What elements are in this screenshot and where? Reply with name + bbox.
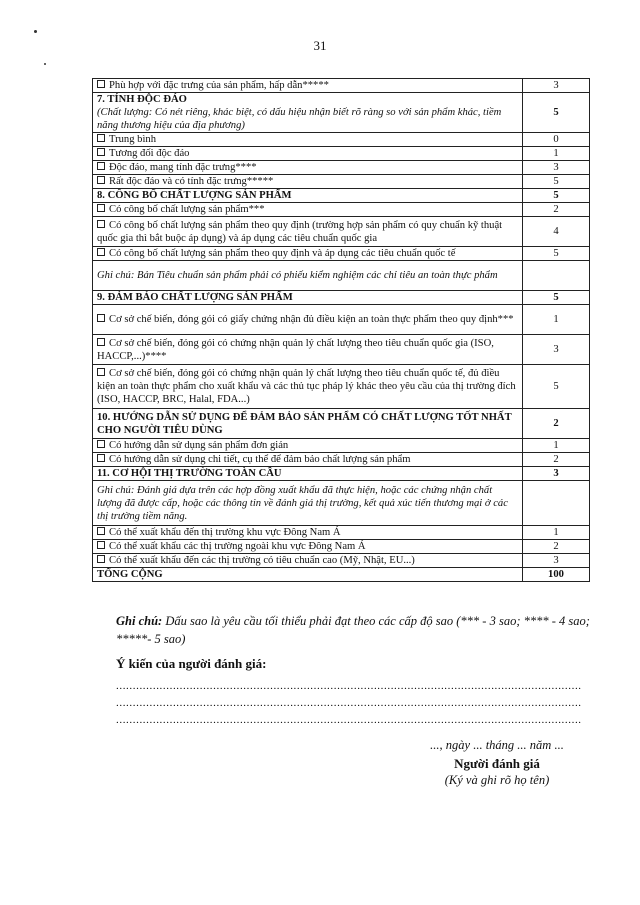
criteria-cell	[93, 291, 523, 305]
note-text: Ghi chú: Đánh giá dựa trên các hợp đồng xuất khẩu đã thực hiện, hoặc các chứng nhận chất lượng đã được cấp, hoặc các thông tin về đánh giá thị trường, kết quả xúc tiến thương mại ở các thị trường tiềm năng.	[97, 484, 508, 522]
checkbox-icon	[97, 134, 105, 142]
criteria-row	[93, 133, 590, 147]
criteria-row	[93, 453, 590, 467]
score-cell: 5	[523, 291, 590, 305]
criteria-cell	[93, 554, 523, 568]
criteria-label: 8. CÔNG BỐ CHẤT LƯỢNG SẢN PHẨM	[97, 190, 292, 201]
criteria-row	[93, 247, 590, 261]
score-cell: 2	[523, 409, 590, 439]
scan-speck	[34, 30, 37, 33]
criteria-row	[93, 217, 590, 247]
criteria-cell	[93, 93, 523, 133]
score-cell: 3	[523, 161, 590, 175]
score-cell: 1	[523, 305, 590, 335]
criteria-row	[93, 526, 590, 540]
criteria-cell	[93, 568, 523, 582]
criteria-cell	[93, 526, 523, 540]
checkbox-icon	[97, 248, 105, 256]
criteria-label: Phù hợp với đặc trưng của sản phẩm, hấp dẫn*****	[109, 80, 329, 91]
criteria-row	[93, 540, 590, 554]
score-cell: 100	[523, 568, 590, 582]
score-cell: 4	[523, 217, 590, 247]
opinion-line-2: ...........................................................................................................................................	[116, 697, 582, 709]
criteria-label: TỔNG CỘNG	[97, 569, 163, 580]
score-cell: 1	[523, 526, 590, 540]
criteria-label: Độc đáo, mang tính đặc trưng****	[109, 162, 257, 173]
criteria-row	[93, 305, 590, 335]
criteria-label: Có công bố chất lượng sản phẩm theo quy định và áp dụng các tiêu chuẩn quốc tế	[109, 248, 456, 259]
score-cell: 2	[523, 453, 590, 467]
criteria-row	[93, 554, 590, 568]
score-cell: 3	[523, 554, 590, 568]
score-cell: 3	[523, 79, 590, 93]
score-cell	[523, 481, 590, 526]
checkbox-icon	[97, 80, 105, 88]
opinion-line-1: ...........................................................................................................................................	[116, 680, 582, 692]
section-row	[93, 409, 590, 439]
criteria-label: Có hướng dẫn sử dụng chi tiết, cụ thể để đảm bảo chất lượng sản phẩm	[109, 454, 411, 465]
criteria-label: Có thể xuất khẩu đến các thị trường có tiêu chuẩn cao (Mỹ, Nhật, EU...)	[109, 555, 415, 566]
criteria-cell	[93, 365, 523, 409]
checkbox-icon	[97, 541, 105, 549]
criteria-row	[93, 147, 590, 161]
scan-speck	[44, 63, 46, 65]
footnote-label: Ghi chú:	[116, 614, 163, 628]
criteria-cell	[93, 133, 523, 147]
criteria-cell	[93, 147, 523, 161]
checkbox-icon	[97, 338, 105, 346]
criteria-label: 9. ĐẢM BẢO CHẤT LƯỢNG SẢN PHẨM	[97, 292, 293, 303]
score-cell: 0	[523, 133, 590, 147]
scoring-table	[92, 78, 590, 582]
score-cell: 5	[523, 175, 590, 189]
criteria-row	[93, 79, 590, 93]
criteria-cell	[93, 467, 523, 481]
criteria-row	[93, 203, 590, 217]
criteria-label: Có thể xuất khẩu các thị trường ngoài khu vực Đông Nam Á	[109, 541, 366, 552]
criteria-label: Cơ sở chế biến, đóng gói có chứng nhận quản lý chất lượng theo tiêu chuẩn quốc gia (ISO, HACCP,...)****	[97, 337, 494, 362]
criteria-cell	[93, 481, 523, 526]
section-row	[93, 93, 590, 133]
criteria-row	[93, 365, 590, 409]
checkbox-icon	[97, 368, 105, 376]
criteria-cell	[93, 79, 523, 93]
section-row	[93, 467, 590, 481]
criteria-label: Trung bình	[109, 134, 156, 145]
criteria-label: Có hướng dẫn sử dụng sản phẩm đơn giản	[109, 440, 289, 451]
score-cell: 5	[523, 189, 590, 203]
footnote	[116, 612, 594, 648]
criteria-label: Cơ sở chế biến, đóng gói có giấy chứng nhận đủ điều kiện an toàn thực phẩm theo quy định***	[109, 314, 514, 325]
criteria-cell	[93, 305, 523, 335]
criteria-row	[93, 439, 590, 453]
criteria-cell	[93, 217, 523, 247]
note-row	[93, 481, 590, 526]
criteria-cell	[93, 161, 523, 175]
score-cell: 5	[523, 365, 590, 409]
checkbox-icon	[97, 314, 105, 322]
checkbox-icon	[97, 440, 105, 448]
section-note: (Chất lượng: Có nét riêng, khác biệt, có dấu hiệu nhận biết rõ ràng so với sản phẩm khác, tiềm năng thương hiệu của địa phương)	[97, 107, 502, 131]
criteria-row	[93, 175, 590, 189]
criteria-label: Có công bố chất lượng sản phẩm theo quy định (trường hợp sản phẩm có quy chuẩn kỹ thuật quốc gia thì bắt buộc áp dụng) và áp dụng các tiêu chuẩn quốc gia	[97, 219, 503, 244]
criteria-label: 7. TÍNH ĐỘC ĐÁO	[97, 94, 187, 105]
criteria-cell	[93, 175, 523, 189]
opinion-line-3: ...........................................................................................................................................	[116, 714, 582, 726]
criteria-label: Rất độc đáo và có tính đặc trưng*****	[109, 176, 274, 187]
checkbox-icon	[97, 454, 105, 462]
score-cell: 2	[523, 540, 590, 554]
criteria-cell	[93, 540, 523, 554]
criteria-cell	[93, 409, 523, 439]
score-cell: 3	[523, 467, 590, 481]
checkbox-icon	[97, 176, 105, 184]
criteria-label: Cơ sở chế biến, đóng gói có chứng nhận quản lý chất lượng theo tiêu chuẩn quốc tế, đủ điều kiện an toàn thực phẩm cho xuất khẩu và các thủ tục pháp lý khác theo yêu cầu của thị trường đích (ISO, HACCP, BRC, Halal, FDA...)	[97, 368, 516, 405]
footnote-text: Dấu sao là yêu cầu tối thiểu phải đạt theo các cấp độ sao (*** - 3 sao; **** - 4 sao; *****- 5 sao)	[116, 614, 590, 646]
score-cell: 5	[523, 247, 590, 261]
sign-hint: (Ký và ghi rõ họ tên)	[444, 773, 550, 787]
section-row	[93, 291, 590, 305]
opinion-title: Ý kiến của người đánh giá:	[116, 656, 267, 671]
criteria-label: 11. CƠ HỘI THỊ TRƯỜNG TOÀN CẦU	[97, 468, 282, 479]
score-cell: 5	[523, 93, 590, 133]
criteria-label: Có thể xuất khẩu đến thị trường khu vực Đông Nam Á	[109, 527, 341, 538]
checkbox-icon	[97, 220, 105, 228]
signer-title: Người đánh giá	[454, 756, 540, 771]
criteria-cell	[93, 439, 523, 453]
criteria-label: 10. HƯỚNG DẪN SỬ DỤNG ĐỂ ĐẢM BẢO SẢN PHẨM CÓ CHẤT LƯỢNG TỐT NHẤT CHO NGƯỜI TIÊU DÙNG	[97, 411, 512, 436]
total-row	[93, 568, 590, 582]
checkbox-icon	[97, 555, 105, 563]
score-cell: 1	[523, 147, 590, 161]
criteria-cell	[93, 203, 523, 217]
criteria-cell	[93, 247, 523, 261]
note-row	[93, 261, 590, 291]
checkbox-icon	[97, 162, 105, 170]
criteria-label: Có công bố chất lượng sản phẩm***	[109, 204, 265, 215]
date-line: ..., ngày ... tháng ... năm ...	[430, 738, 564, 752]
score-cell: 1	[523, 439, 590, 453]
note-text: Ghi chú: Bản Tiêu chuẩn sản phẩm phải có phiếu kiểm nghiệm các chỉ tiêu an toàn thực phẩm	[97, 270, 498, 281]
score-cell: 2	[523, 203, 590, 217]
score-cell: 3	[523, 335, 590, 365]
page-number: 31	[313, 38, 327, 53]
criteria-row	[93, 161, 590, 175]
checkbox-icon	[97, 527, 105, 535]
section-row	[93, 189, 590, 203]
criteria-label: Tương đối độc đáo	[109, 148, 190, 159]
checkbox-icon	[97, 204, 105, 212]
criteria-row	[93, 335, 590, 365]
score-cell	[523, 261, 590, 291]
criteria-cell	[93, 189, 523, 203]
checkbox-icon	[97, 148, 105, 156]
criteria-cell	[93, 335, 523, 365]
criteria-cell	[93, 261, 523, 291]
criteria-cell	[93, 453, 523, 467]
